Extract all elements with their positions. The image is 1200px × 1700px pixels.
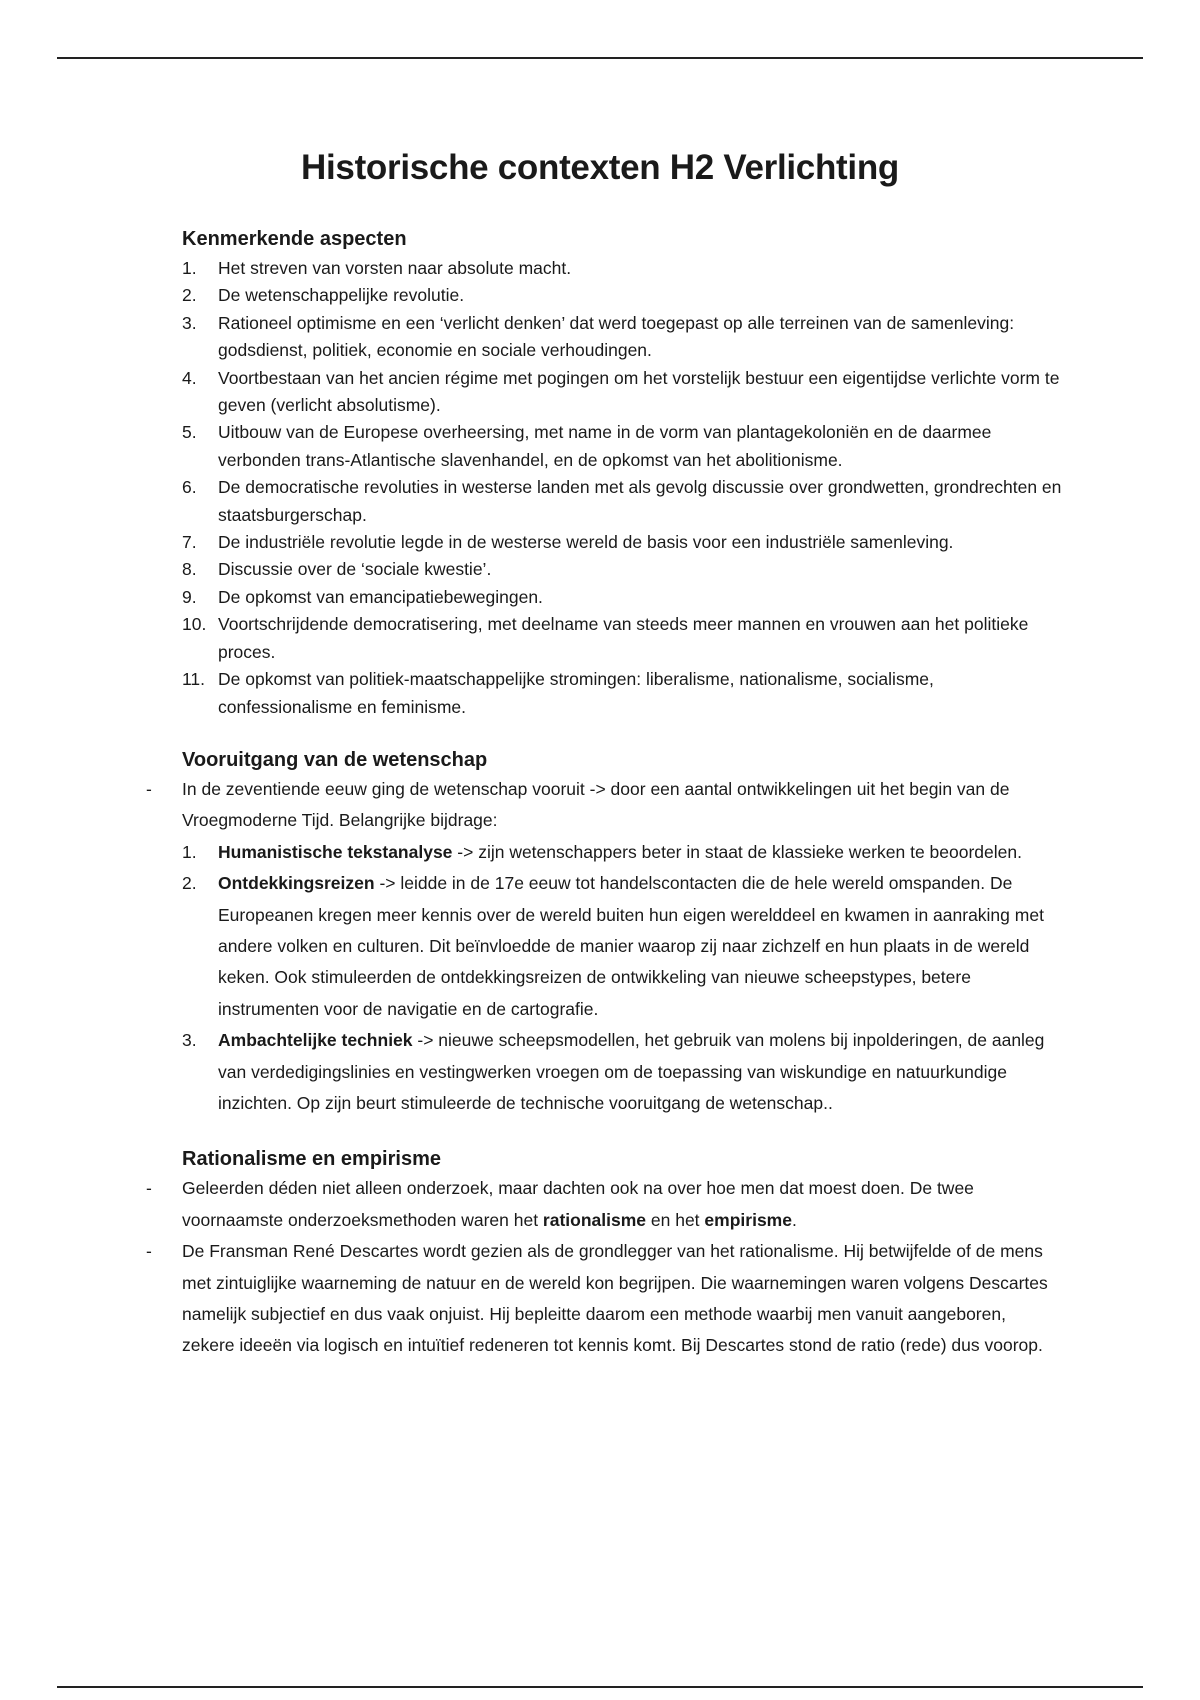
list-text: -> zijn wetenschappers beter in staat de klassieke werken te beoordelen. <box>452 841 1022 862</box>
list-text: Het streven van vorsten naar absolute macht. <box>218 258 572 278</box>
term-empirisme: empirisme <box>704 1209 792 1230</box>
section-rationalisme-empirisme <box>146 1145 1062 1361</box>
numbered-list <box>182 837 1062 1120</box>
list-number: 1. <box>182 841 197 862</box>
section-heading: Kenmerkende aspecten <box>182 228 407 250</box>
paragraph-text: . <box>791 1209 797 1230</box>
dash-item <box>146 1236 1062 1362</box>
list-item <box>182 419 1062 474</box>
list-text: De opkomst van politiek-maatschappelijke stromingen: liberalisme, nationalisme, socialisme, confessionalisme en feminisme. <box>218 669 934 717</box>
list-number: 4. <box>182 367 197 388</box>
list-text: De democratische revoluties in westerse landen met als gevolg discussie over grondwetten, grondrechten en staatsburgerschap. <box>218 477 1062 525</box>
header-rule <box>57 57 1143 59</box>
list-number: 1. <box>182 258 197 278</box>
list-number: 7. <box>182 532 197 553</box>
section-kenmerkende-aspecten <box>182 225 1062 721</box>
list-term: Ontdekkingsreizen <box>218 873 375 894</box>
list-item <box>182 282 1062 309</box>
list-text: Uitbouw van de Europese overheersing, met name in de vorm van plantagekoloniën en de daarmee verbonden trans-Atlantische slavenhandel, en de opkomst van het abolitionisme. <box>218 422 992 470</box>
list-item <box>182 666 1062 721</box>
list-number: 8. <box>182 559 197 580</box>
list-term: Humanistische tekstanalyse <box>218 841 453 862</box>
list-number: 3. <box>182 1030 197 1051</box>
list-text: Voortbestaan van het ancien régime met pogingen om het vorstelijk bestuur een eigentijdse verlichte vorm te geven (verlicht absolutisme). <box>218 367 1060 416</box>
list-item <box>182 1025 1062 1119</box>
list-item <box>182 868 1062 1025</box>
list-number: 9. <box>182 586 197 607</box>
list-number: 2. <box>182 873 197 894</box>
list-text: De industriële revolutie legde in de westerse wereld de basis voor een industriële samenleving. <box>218 532 954 553</box>
section-heading: Vooruitgang van de wetenschap <box>182 748 488 771</box>
numbered-list <box>182 255 1062 721</box>
dash-list <box>146 774 1062 837</box>
list-number: 5. <box>182 422 197 443</box>
footer-rule <box>57 1686 1143 1688</box>
paragraph-text: en het <box>646 1209 705 1230</box>
section-vooruitgang-wetenschap <box>146 746 1062 1119</box>
list-text: -> leidde in de 17e eeuw tot handelscontacten die de hele wereld omspanden. De Europeanen kregen meer kennis over de wereld buiten hun eigen werelddeel en kwamen in aanraking met andere volken en culturen. Dit beïnvloedde de manier waarop zij naar zichzelf en hun plaats in de wereld keken. Ook stimuleerden de ontdekkingsreizen de ontwikkeling van nieuwe scheepstypes, betere instrumenten voor de navigatie en de cartografie. <box>218 873 1044 1019</box>
list-term: Ambachtelijke techniek <box>218 1030 413 1051</box>
term-rationalisme: rationalisme <box>542 1209 647 1230</box>
list-number: 6. <box>182 477 197 498</box>
list-number: 10. <box>182 614 207 635</box>
dash-bullet: - <box>146 778 152 799</box>
document-body <box>146 225 1062 1362</box>
list-text: -> nieuwe scheepsmodellen, het gebruik van molens bij inpolderingen, de aanleg van verdedigingslinies en vestingwerken vroegen om de toepassing van wiskundige en natuurkundige inzichten. Op zijn beurt stimuleerde de technische vooruitgang de wetenschap.. <box>218 1030 1045 1113</box>
list-text: Discussie over de ‘sociale kwestie’. <box>218 559 492 580</box>
list-item <box>182 310 1062 365</box>
list-item <box>182 255 1062 282</box>
section-heading: Rationalisme en empirisme <box>182 1148 441 1171</box>
list-item <box>182 529 1062 556</box>
list-item <box>182 584 1062 611</box>
dash-item <box>146 1173 1062 1236</box>
dash-bullet: - <box>146 1241 152 1262</box>
dash-bullet: - <box>146 1178 152 1199</box>
list-item <box>182 837 1062 868</box>
dash-item <box>146 774 1062 837</box>
list-text: Voortschrijdende democratisering, met deelname van steeds meer mannen en vrouwen aan het politieke proces. <box>218 614 1029 662</box>
paragraph-text: De Fransman René Descartes wordt gezien als de grondlegger van het rationalisme. Hij betwijfelde of de mens met zintuiglijke waarneming de natuur en de wereld kon begrijpen. Die waarnemingen waren volgens Descartes namelijk subjectief en dus vaak onjuist. Hij bepleitte daarom een methode waarbij men vanuit aangeboren, zekere ideeën via logisch en intuïtief redeneren tot kennis komt. Bij Descartes stond de ratio (rede) dus voorop. <box>182 1241 1048 1356</box>
list-item <box>182 365 1062 420</box>
list-number: 3. <box>182 312 197 333</box>
list-number: 2. <box>182 285 197 306</box>
list-item <box>182 474 1062 529</box>
paragraph-text: Geleerden déden niet alleen onderzoek, maar dachten ook na over hoe men dat moest doen. De twee voornaamste onderzoeksmethoden waren het <box>182 1178 974 1230</box>
list-text: De wetenschappelijke revolutie. <box>218 285 465 306</box>
page-title: Historische contexten H2 Verlichting <box>301 148 899 187</box>
list-item <box>182 556 1062 583</box>
paragraph-text: In de zeventiende eeuw ging de wetenschap vooruit -> door een aantal ontwikkelingen uit het begin van de Vroegmoderne Tijd. Belangrijke bijdrage: <box>182 778 1010 831</box>
list-number: 11. <box>182 669 206 690</box>
list-text: Rationeel optimisme en een ‘verlicht denken’ dat werd toegepast op alle terreinen van de samenleving: godsdienst, politiek, economie en sociale verhoudingen. <box>218 312 1015 361</box>
list-item <box>182 611 1062 666</box>
list-text: De opkomst van emancipatiebewegingen. <box>218 586 543 607</box>
dash-list <box>146 1173 1062 1361</box>
